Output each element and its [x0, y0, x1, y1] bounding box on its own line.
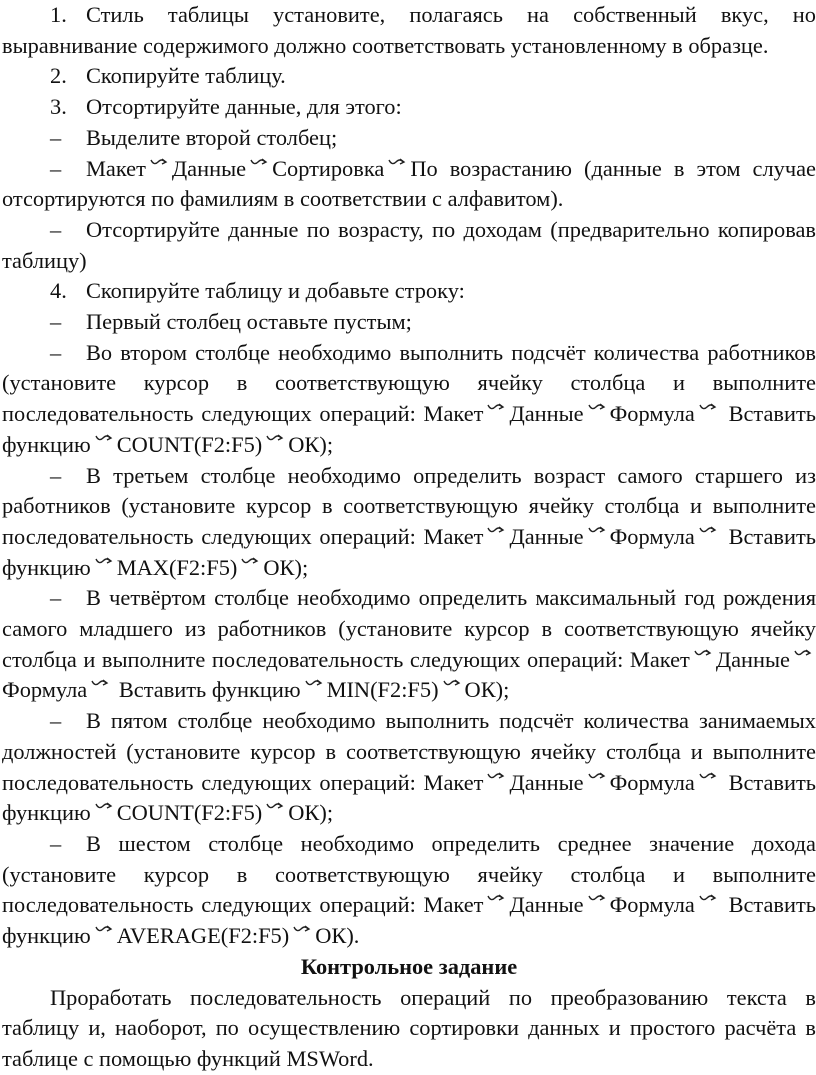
- menu-path-item: Макет: [423, 401, 484, 427]
- menu-path-item: Вставить функцию: [2, 892, 816, 949]
- step-text: Скопируйте таблицу и добавьте строку:: [86, 278, 465, 304]
- control-task-heading: Контрольное задание: [300, 953, 518, 979]
- menu-path-item: Сортировка: [272, 155, 385, 181]
- step-number: 1.: [50, 2, 67, 27]
- step-number: 2.: [50, 63, 67, 89]
- wavy-arrow-icon: [588, 524, 606, 536]
- step-number: 3.: [50, 94, 67, 120]
- substep-column-2: [2, 338, 816, 461]
- menu-path-item: По возрастанию (данные в этом случае отсортируются по фамилиям в соответствии с алфавитом).: [2, 155, 816, 212]
- step-text: Скопируйте таблицу.: [86, 63, 286, 89]
- dash-bullet: –: [50, 309, 62, 335]
- step-text: В третьем столбце необходимо определить возраст самого старшего из работников (установите курсор в соответствующую ячейку столбца и выполните последовательность следующих операций:: [2, 462, 816, 549]
- substep-sort-path: [2, 154, 816, 215]
- menu-path-item: Макет: [423, 892, 484, 918]
- function-name: AVERAGE(F2:F5): [116, 923, 290, 949]
- function-name: MAX(F2:F5): [116, 554, 238, 580]
- menu-path-item: ОК);: [288, 431, 334, 457]
- wavy-arrow-icon: [794, 647, 812, 659]
- step-text: Отсортируйте данные по возрасту, по доходам (предварительно копировав таблицу): [2, 216, 816, 273]
- wavy-arrow-icon: [95, 923, 113, 935]
- control-task-text: Проработать последовательность операций по преобразованию текста в таблицу и, наоборот, по осуществлению сортировки данных и простого расчёта в таблице с помощью функций MSWord.: [2, 984, 816, 1071]
- wavy-arrow-icon: [266, 432, 284, 444]
- menu-path-item: Вставить функцию: [2, 769, 816, 826]
- step-text: В пятом столбце необходимо выполнить подсчёт количества занимаемых должностей (установите курсор в соответствующую ячейку столбца и выполните последовательность следующих операций:: [2, 708, 816, 795]
- step-4: [2, 276, 816, 307]
- wavy-arrow-icon: [694, 647, 712, 659]
- menu-path-item: Формула: [609, 769, 695, 795]
- wavy-arrow-icon: [588, 770, 606, 782]
- dash-bullet: –: [50, 708, 62, 734]
- wavy-arrow-icon: [266, 800, 284, 812]
- dash-bullet: –: [50, 216, 62, 242]
- step-text: В шестом столбце необходимо определить среднее значение дохода (установите курсор в соответствующую ячейку столбца и выполните последовательность следующих операций:: [2, 830, 816, 918]
- menu-path-item: Данные: [509, 769, 584, 795]
- substep-first-column: [2, 307, 816, 338]
- function-name: MIN(F2:F5): [326, 677, 439, 703]
- menu-path-item: Данные: [509, 523, 584, 549]
- menu-path-item: Данные: [171, 155, 247, 181]
- step-2: [2, 61, 816, 92]
- step-3: [2, 92, 816, 123]
- wavy-arrow-icon: [443, 677, 461, 689]
- menu-path-item: Формула: [2, 677, 88, 703]
- wavy-arrow-icon: [588, 892, 606, 904]
- wavy-arrow-icon: [305, 677, 323, 689]
- menu-path-item: Макет: [423, 523, 484, 549]
- wavy-arrow-icon: [95, 555, 113, 567]
- step-text: Во втором столбце необходимо выполнить подсчёт количества работников (установите курсор в соответствующую ячейку столбца и выполните последовательность следующих операций:: [2, 339, 816, 427]
- menu-path-item: Макет: [86, 155, 146, 181]
- menu-path-item: ОК);: [263, 554, 309, 580]
- menu-path-item: Макет: [423, 769, 484, 795]
- substep-column-3: [2, 461, 816, 584]
- wavy-arrow-icon: [487, 770, 505, 782]
- menu-path-item: Формула: [609, 401, 695, 427]
- substep-column-4: [2, 583, 816, 706]
- wavy-arrow-icon: [388, 156, 406, 168]
- dash-bullet: –: [50, 462, 62, 488]
- wavy-arrow-icon: [150, 156, 168, 168]
- dash-bullet: –: [50, 339, 62, 365]
- menu-path-item: Вставить функцию: [2, 401, 816, 457]
- step-1: [2, 0, 816, 61]
- dash-bullet: –: [50, 585, 62, 611]
- wavy-arrow-icon: [293, 923, 311, 935]
- wavy-arrow-icon: [699, 401, 717, 413]
- substep-column-5: [2, 706, 816, 829]
- wavy-arrow-icon: [95, 432, 113, 444]
- menu-path-item: Формула: [609, 892, 695, 918]
- wavy-arrow-icon: [487, 524, 505, 536]
- menu-path-item: Данные: [509, 892, 584, 918]
- substep-sort-age: [2, 215, 816, 276]
- wavy-arrow-icon: [241, 555, 259, 567]
- menu-path-item: Данные: [715, 646, 790, 672]
- dash-bullet: –: [50, 124, 62, 150]
- step-text: Отсортируйте данные, для этого:: [86, 94, 402, 120]
- step-text: Первый столбец оставьте пустым;: [86, 309, 412, 335]
- wavy-arrow-icon: [699, 892, 717, 904]
- function-name: COUNT(F2:F5): [116, 431, 263, 457]
- menu-path-item: ОК).: [315, 923, 360, 949]
- wavy-arrow-icon: [699, 770, 717, 782]
- step-text: Выделите второй столбец;: [86, 124, 338, 150]
- wavy-arrow-icon: [699, 524, 717, 536]
- wavy-arrow-icon: [588, 401, 606, 413]
- step-number: 4.: [50, 278, 67, 304]
- wavy-arrow-icon: [250, 156, 268, 168]
- menu-path-item: ОК);: [464, 677, 510, 703]
- step-text: В четвёртом столбце необходимо определить максимальный год рождения самого младшего из работников (установите курсор в соответствующую ячейку столбца и выполните последовательность следующих операций:: [2, 585, 816, 672]
- substep-select-column: [2, 123, 816, 154]
- menu-path-item: Макет: [629, 646, 690, 672]
- dash-bullet: –: [50, 830, 62, 856]
- wavy-arrow-icon: [91, 677, 109, 689]
- substep-column-6: [2, 829, 816, 952]
- wavy-arrow-icon: [487, 892, 505, 904]
- wavy-arrow-icon: [95, 800, 113, 812]
- dash-bullet: –: [50, 155, 62, 181]
- function-name: COUNT(F2:F5): [116, 800, 263, 826]
- menu-path-item: ОК);: [288, 800, 334, 826]
- menu-path-item: Вставить функцию: [118, 677, 301, 703]
- step-text: Стиль таблицы установите, полагаясь на собственный вкус, но выравнивание содержимого должно соответствовать установленному в образце.: [2, 2, 816, 58]
- menu-path-item: Формула: [609, 523, 695, 549]
- menu-path-item: Данные: [509, 401, 584, 427]
- wavy-arrow-icon: [487, 401, 505, 413]
- menu-path-item: Вставить функцию: [2, 523, 816, 580]
